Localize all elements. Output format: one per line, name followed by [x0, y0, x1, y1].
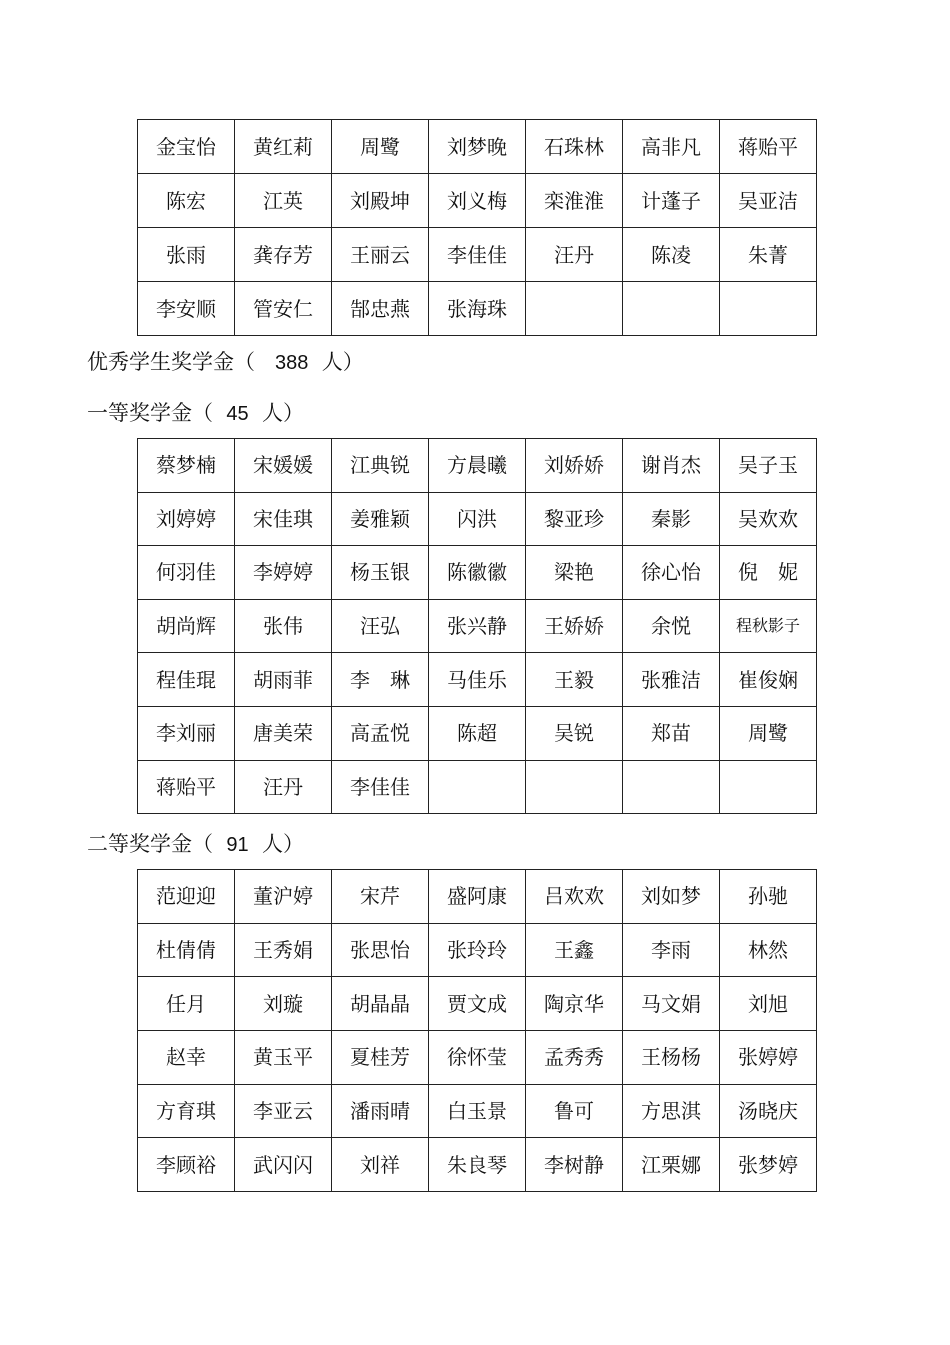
table-row — [138, 977, 817, 1031]
empty-cell — [720, 282, 817, 336]
name-cell: 王秀娟 — [235, 923, 332, 977]
name-cell: 林然 — [720, 923, 817, 977]
name-cell: 吕欢欢 — [526, 870, 623, 924]
name-cell: 刘祥 — [332, 1138, 429, 1192]
name-cell: 胡雨菲 — [235, 653, 332, 707]
table-row — [138, 760, 817, 814]
name-cell: 王毅 — [526, 653, 623, 707]
name-cell: 蒋贻平 — [720, 120, 817, 174]
name-cell: 潘雨晴 — [332, 1084, 429, 1138]
name-cell: 郑苗 — [623, 706, 720, 760]
name-cell: 马文娟 — [623, 977, 720, 1031]
table-row — [138, 546, 817, 600]
name-cell: 唐美荣 — [235, 706, 332, 760]
table-row — [138, 599, 817, 653]
name-cell: 黎亚珍 — [526, 492, 623, 546]
table-row — [138, 1031, 817, 1085]
heading-first-class-scholarship — [87, 403, 304, 424]
name-cell: 孙驰 — [720, 870, 817, 924]
table-row — [138, 120, 817, 174]
name-cell: 李亚云 — [235, 1084, 332, 1138]
name-table-2 — [137, 438, 817, 814]
name-cell: 刘如梦 — [623, 870, 720, 924]
name-cell: 倪 妮 — [720, 546, 817, 600]
name-cell: 范迎迎 — [138, 870, 235, 924]
name-cell: 刘娇娇 — [526, 439, 623, 493]
empty-cell — [623, 760, 720, 814]
empty-cell — [526, 760, 623, 814]
name-cell: 张玲玲 — [429, 923, 526, 977]
name-cell: 黄玉平 — [235, 1031, 332, 1085]
name-cell: 陈宏 — [138, 174, 235, 228]
name-cell: 汤晓庆 — [720, 1084, 817, 1138]
table-row — [138, 282, 817, 336]
name-cell: 张海珠 — [429, 282, 526, 336]
name-cell: 李安顺 — [138, 282, 235, 336]
name-cell: 程佳琨 — [138, 653, 235, 707]
name-cell: 管安仁 — [235, 282, 332, 336]
heading-suffix: 人） — [321, 350, 364, 374]
heading-prefix: 一等奖学金（ — [87, 401, 213, 425]
name-cell: 鲁可 — [526, 1084, 623, 1138]
name-cell: 张梦婷 — [720, 1138, 817, 1192]
table-row — [138, 492, 817, 546]
name-cell: 姜雅颖 — [332, 492, 429, 546]
name-cell: 汪弘 — [332, 599, 429, 653]
name-cell: 张思怡 — [332, 923, 429, 977]
heading-suffix: 人） — [261, 832, 304, 856]
name-cell: 龚存芳 — [235, 228, 332, 282]
name-cell: 朱良琴 — [429, 1138, 526, 1192]
name-cell: 栾淮淮 — [526, 174, 623, 228]
name-cell: 杜倩倩 — [138, 923, 235, 977]
name-cell: 高非凡 — [623, 120, 720, 174]
name-cell: 刘璇 — [235, 977, 332, 1031]
name-cell: 李雨 — [623, 923, 720, 977]
name-cell: 程秋影子 — [720, 599, 817, 653]
name-cell: 吴子玉 — [720, 439, 817, 493]
heading-prefix: 二等奖学金（ — [87, 832, 213, 856]
name-cell: 李树静 — [526, 1138, 623, 1192]
name-cell: 李刘丽 — [138, 706, 235, 760]
name-cell: 任月 — [138, 977, 235, 1031]
name-cell: 黄红莉 — [235, 120, 332, 174]
empty-cell — [623, 282, 720, 336]
name-cell: 江英 — [235, 174, 332, 228]
name-cell: 宋媛媛 — [235, 439, 332, 493]
name-cell: 梁艳 — [526, 546, 623, 600]
name-cell: 刘旭 — [720, 977, 817, 1031]
name-cell: 郜忠燕 — [332, 282, 429, 336]
name-cell: 朱菁 — [720, 228, 817, 282]
name-cell: 王娇娇 — [526, 599, 623, 653]
table-row — [138, 439, 817, 493]
name-cell: 李佳佳 — [429, 228, 526, 282]
name-cell: 胡晶晶 — [332, 977, 429, 1031]
name-cell: 贾文成 — [429, 977, 526, 1031]
heading-suffix: 人） — [261, 401, 304, 425]
name-cell: 张婷婷 — [720, 1031, 817, 1085]
name-cell: 江栗娜 — [623, 1138, 720, 1192]
name-cell: 张雅洁 — [623, 653, 720, 707]
name-cell: 张伟 — [235, 599, 332, 653]
empty-cell — [526, 282, 623, 336]
name-cell: 余悦 — [623, 599, 720, 653]
name-cell: 李婷婷 — [235, 546, 332, 600]
table-row — [138, 706, 817, 760]
name-cell: 陶京华 — [526, 977, 623, 1031]
name-cell: 李 琳 — [332, 653, 429, 707]
name-cell: 张雨 — [138, 228, 235, 282]
name-cell: 方育琪 — [138, 1084, 235, 1138]
name-cell: 秦影 — [623, 492, 720, 546]
empty-cell — [720, 760, 817, 814]
name-cell: 谢肖杰 — [623, 439, 720, 493]
name-cell: 徐心怡 — [623, 546, 720, 600]
name-cell: 刘殿坤 — [332, 174, 429, 228]
name-cell: 崔俊娴 — [720, 653, 817, 707]
name-cell: 徐怀莹 — [429, 1031, 526, 1085]
name-cell: 汪丹 — [526, 228, 623, 282]
name-cell: 蔡梦楠 — [138, 439, 235, 493]
name-cell: 马佳乐 — [429, 653, 526, 707]
heading-prefix: 优秀学生奖学金（ — [87, 350, 255, 374]
name-table-3 — [137, 869, 817, 1192]
table-row — [138, 870, 817, 924]
name-cell: 吴锐 — [526, 706, 623, 760]
name-table-1 — [137, 119, 817, 336]
table-row — [138, 653, 817, 707]
table-row — [138, 923, 817, 977]
name-cell: 蒋贻平 — [138, 760, 235, 814]
name-cell: 宋芹 — [332, 870, 429, 924]
name-cell: 方晨曦 — [429, 439, 526, 493]
name-cell: 计蓬子 — [623, 174, 720, 228]
name-cell: 张兴静 — [429, 599, 526, 653]
name-cell: 夏桂芳 — [332, 1031, 429, 1085]
empty-cell — [429, 760, 526, 814]
table-row — [138, 228, 817, 282]
name-cell: 李佳佳 — [332, 760, 429, 814]
heading-excellent-scholarship — [87, 352, 364, 373]
name-cell: 陈徽徽 — [429, 546, 526, 600]
name-cell: 刘义梅 — [429, 174, 526, 228]
name-cell: 王鑫 — [526, 923, 623, 977]
heading-count: 91 — [226, 834, 249, 856]
name-cell: 宋佳琪 — [235, 492, 332, 546]
name-cell: 赵幸 — [138, 1031, 235, 1085]
name-cell: 盛阿康 — [429, 870, 526, 924]
name-cell: 周鹭 — [720, 706, 817, 760]
name-cell: 刘婷婷 — [138, 492, 235, 546]
table-row — [138, 1084, 817, 1138]
name-cell: 方思淇 — [623, 1084, 720, 1138]
table-row — [138, 174, 817, 228]
name-cell: 董沪婷 — [235, 870, 332, 924]
name-cell: 白玉景 — [429, 1084, 526, 1138]
name-cell: 李顾裕 — [138, 1138, 235, 1192]
name-cell: 陈超 — [429, 706, 526, 760]
name-cell: 何羽佳 — [138, 546, 235, 600]
table-row — [138, 1138, 817, 1192]
name-cell: 陈凌 — [623, 228, 720, 282]
name-cell: 武闪闪 — [235, 1138, 332, 1192]
name-cell: 刘梦晚 — [429, 120, 526, 174]
name-cell: 闪洪 — [429, 492, 526, 546]
heading-second-class-scholarship — [87, 834, 304, 855]
name-cell: 江典锐 — [332, 439, 429, 493]
name-cell: 石珠林 — [526, 120, 623, 174]
name-cell: 吴欢欢 — [720, 492, 817, 546]
name-cell: 杨玉银 — [332, 546, 429, 600]
name-cell: 胡尚辉 — [138, 599, 235, 653]
name-cell: 王丽云 — [332, 228, 429, 282]
heading-count: 388 — [275, 352, 309, 374]
heading-count: 45 — [226, 403, 249, 425]
name-cell: 王杨杨 — [623, 1031, 720, 1085]
name-cell: 孟秀秀 — [526, 1031, 623, 1085]
name-cell: 吴亚洁 — [720, 174, 817, 228]
name-cell: 汪丹 — [235, 760, 332, 814]
name-cell: 周鹭 — [332, 120, 429, 174]
name-cell: 高孟悦 — [332, 706, 429, 760]
name-cell: 金宝怡 — [138, 120, 235, 174]
